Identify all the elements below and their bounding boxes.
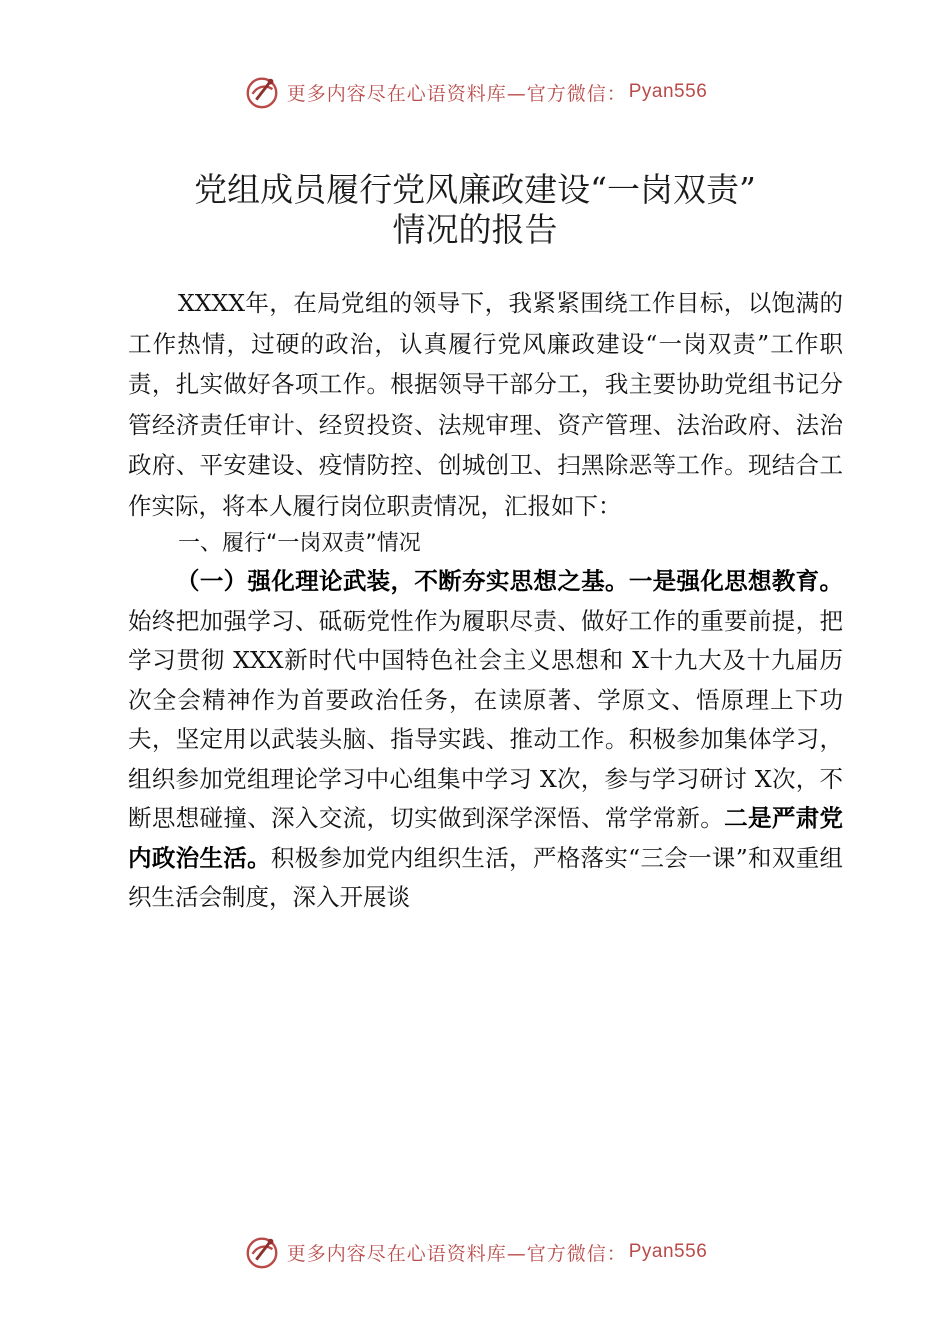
document-title-line-1: 党组成员履行党风廉政建设“一岗双责” <box>194 170 756 209</box>
watermark-header <box>0 70 950 114</box>
logo-icon <box>243 1233 281 1271</box>
watermark-footer <box>0 1230 950 1274</box>
watermark-text: 更多内容尽在心语资料库—官方微信： <box>286 1242 627 1265</box>
paragraph-text: 积极参加党内组织生活，严格落实“三会一课”和双重组织生活会制度，深入开展谈 <box>128 843 844 911</box>
section-heading-1: 一、履行“一岗双责”情况 <box>178 531 421 556</box>
watermark-wechat-id: Pyan556 <box>628 1241 708 1262</box>
paragraph-intro: XXXX年，在局党组的领导下，我紧紧围绕工作目标，以饱满的工作热情，过硬的政治，认真履行党风廉政建设“一岗双责”工作职责，扎实做好各项工作。根据领导干部分工，我主要协助党组书记分管经济责任审计、经贸投资、法规审理、资产管理、法治政府、法治政府、平安建设、疫情防控、创城创卫、扫黑除恶等工作。现结合工作实际，将本人履行岗位职责情况，汇报如下： <box>128 289 843 520</box>
watermark-wechat-id: Pyan556 <box>628 81 708 102</box>
document-title-line-2: 情况的报告 <box>392 210 558 249</box>
watermark-text: 更多内容尽在心语资料库—官方微信： <box>286 82 627 105</box>
paragraph-text: 始终把加强学习、砥砺党性作为履职尽责、做好工作的重要前提，把学习贯彻 XXX新时代中国特色社会主义思想和 X十九大及十九届历次全会精神作为首要政治任务，在读原著、学原文、悟原理上下功夫，坚定用以武装头脑、指导实践、推动工作。积极参加集体学习，组织参加党组理论学习中心组集中学习 X次，参与学习研讨 X次，不断思想碰撞、深入交流，切实做到深学深悟、常学常新。 <box>128 606 843 832</box>
paragraph-section-1-1 <box>128 562 843 918</box>
subheading-theory: （一）强化理论武装，不断夯实思想之基。一是强化思想教育。 <box>176 567 843 595</box>
subheading-political-life: 二是严肃党内政治生活。 <box>128 804 844 872</box>
logo-icon <box>243 73 281 111</box>
